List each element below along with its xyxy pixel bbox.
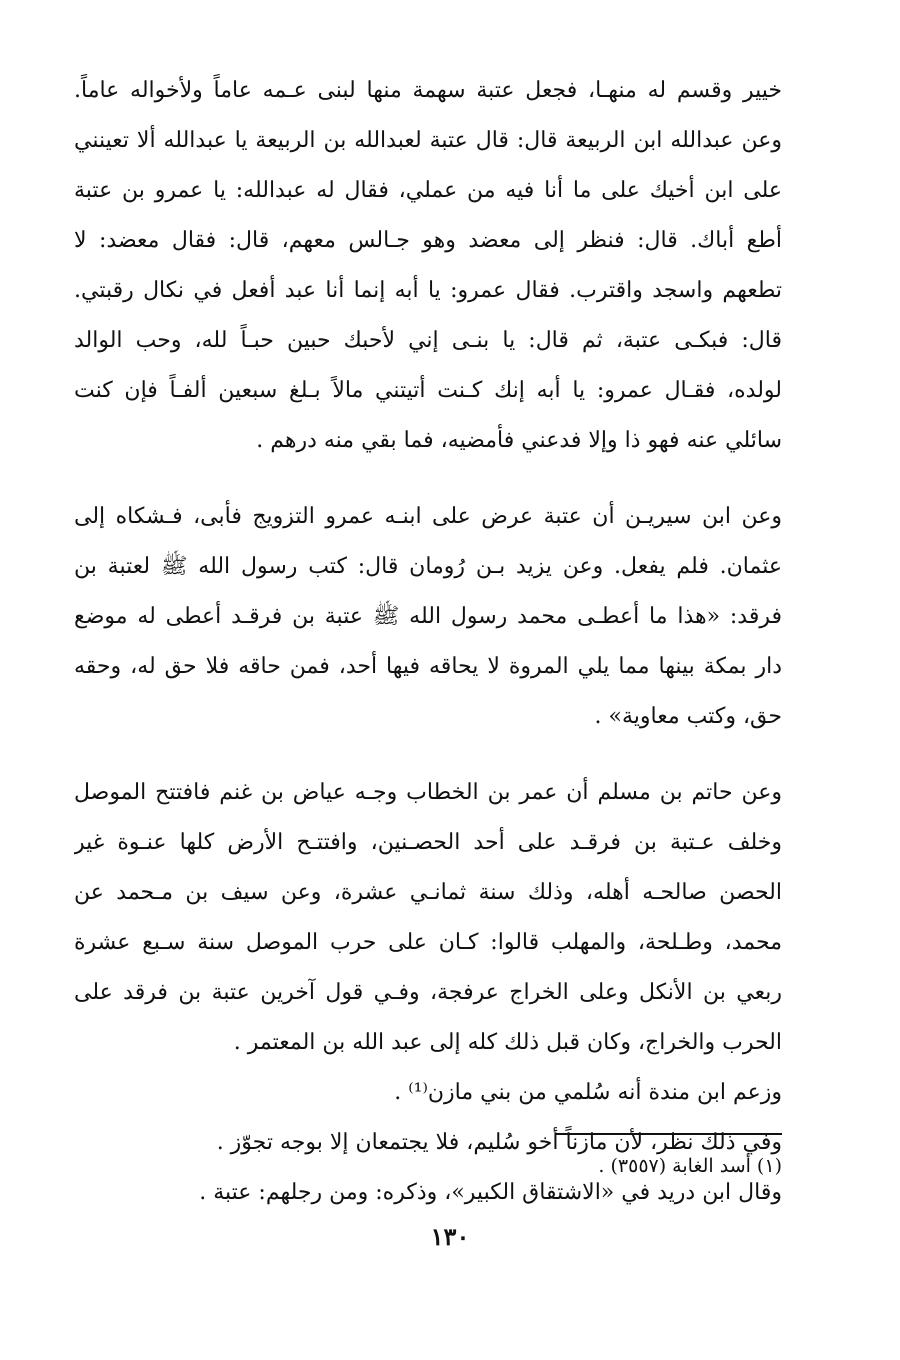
text-line: لولده، فقـال عمرو: يا أبه إنك كـنت أتيتني مالاً بـلغ سبعين ألفـاً فإن كنت [74, 378, 782, 403]
paragraph [74, 768, 782, 1068]
text-line: وعن حاتم بن مسلم أن عمر بن الخطاب وجـه عياض بن غنم فافتتح الموصل [74, 780, 782, 805]
text-line: وعن عبدالله ابن الربيعة قال: قال عتبة لعبدالله بن الربيعة يا عبدالله ألا تعينني [74, 128, 782, 153]
paragraph [74, 1068, 782, 1118]
text-line: حق، وكتب معاوية» . [594, 704, 782, 729]
main-text [74, 66, 782, 1218]
paragraph [74, 66, 782, 466]
footnote-divider [556, 1133, 782, 1135]
text-line: وعن ابن سيريـن أن عتبة عرض على ابنـه عمرو التزويج فأبى، فـشكاه إلى [74, 504, 782, 529]
text-line: دار بمكة بينها مما يلي المروة لا يحاقه فيها أحد، فمن حاقه فلا حق له، وحقه [74, 654, 782, 679]
text-line: وقال ابن دريد في «الاشتقاق الكبير»، وذكره: ومن رجلهم: عتبة . [199, 1180, 782, 1205]
text-line: سائلي عنه فهو ذا وإلا فدعني فأمضيه، فما بقي منه درهم . [256, 428, 782, 453]
text-line: عثمان. فلم يفعل. وعن يزيد بـن رُومان قال: كتب رسول الله ﷺ لعتبة بن [74, 554, 782, 579]
paragraph [74, 492, 782, 742]
text-line: تطعهم واسجد واقترب. فقال عمرو: يا أبه إنما أنا عبد أفعل في نكال رقبتي. [74, 278, 782, 303]
text-line: وخلف عـتبة بن فرقـد على أحد الحصـنين، وافتتـح الأرض كلها عنـوة غير [74, 830, 782, 855]
text-line: أطع أباك. قال: فنظر إلى معضد وهو جـالس معهم، قال: فقال معضد: لا [74, 228, 782, 253]
text-line: فرقد: «هذا ما أعطـى محمد رسول الله ﷺ عتبة بن فرقـد أعطى له موضع [74, 604, 782, 629]
text-line: وفي ذلك نظر، لأن مازناً أخو سُليم، فلا يجتمعان إلا بوجه تجوّز . [216, 1130, 782, 1155]
text-line: الحرب والخراج، وكان قبل ذلك كله إلى عبد الله بن المعتمر . [233, 1030, 782, 1055]
text-line: على ابن أخيك على ما أنا فيه من عملي، فقال له عبدالله: يا عمرو بن عتبة [74, 178, 782, 203]
text-line: محمد، وطـلحة، والمهلب قالوا: كـان على حرب الموصل سنة سـبع عشرة [74, 930, 782, 955]
text-line: خيير وقسم له منهـا، فجعل عتبة سهمة منها لبنى عـمه عاماً ولأخواله عاماً. [74, 78, 782, 103]
text-line: وزعم ابن مندة أنه سُلمي من بني مازن⁽¹⁾ . [394, 1080, 782, 1105]
text-line: الحصن صالحـه أهله، وذلك سنة ثمانـي عشرة، وعن سيف بن مـحمد عن [74, 880, 782, 905]
footnote: (١) أسد الغابة (٣٥٥٧) . [598, 1155, 782, 1177]
page-number: ١٣٠ [430, 1222, 470, 1251]
text-line: قال: فبكـى عتبة، ثم قال: يا بنـى إني لأحبك حبين حبـاً لله، وحب الوالد [74, 328, 782, 353]
text-line: ربعي بن الأنكل وعلى الخراج عرفجة، وفـي قول آخرين عتبة بن فرقد على [74, 980, 782, 1005]
